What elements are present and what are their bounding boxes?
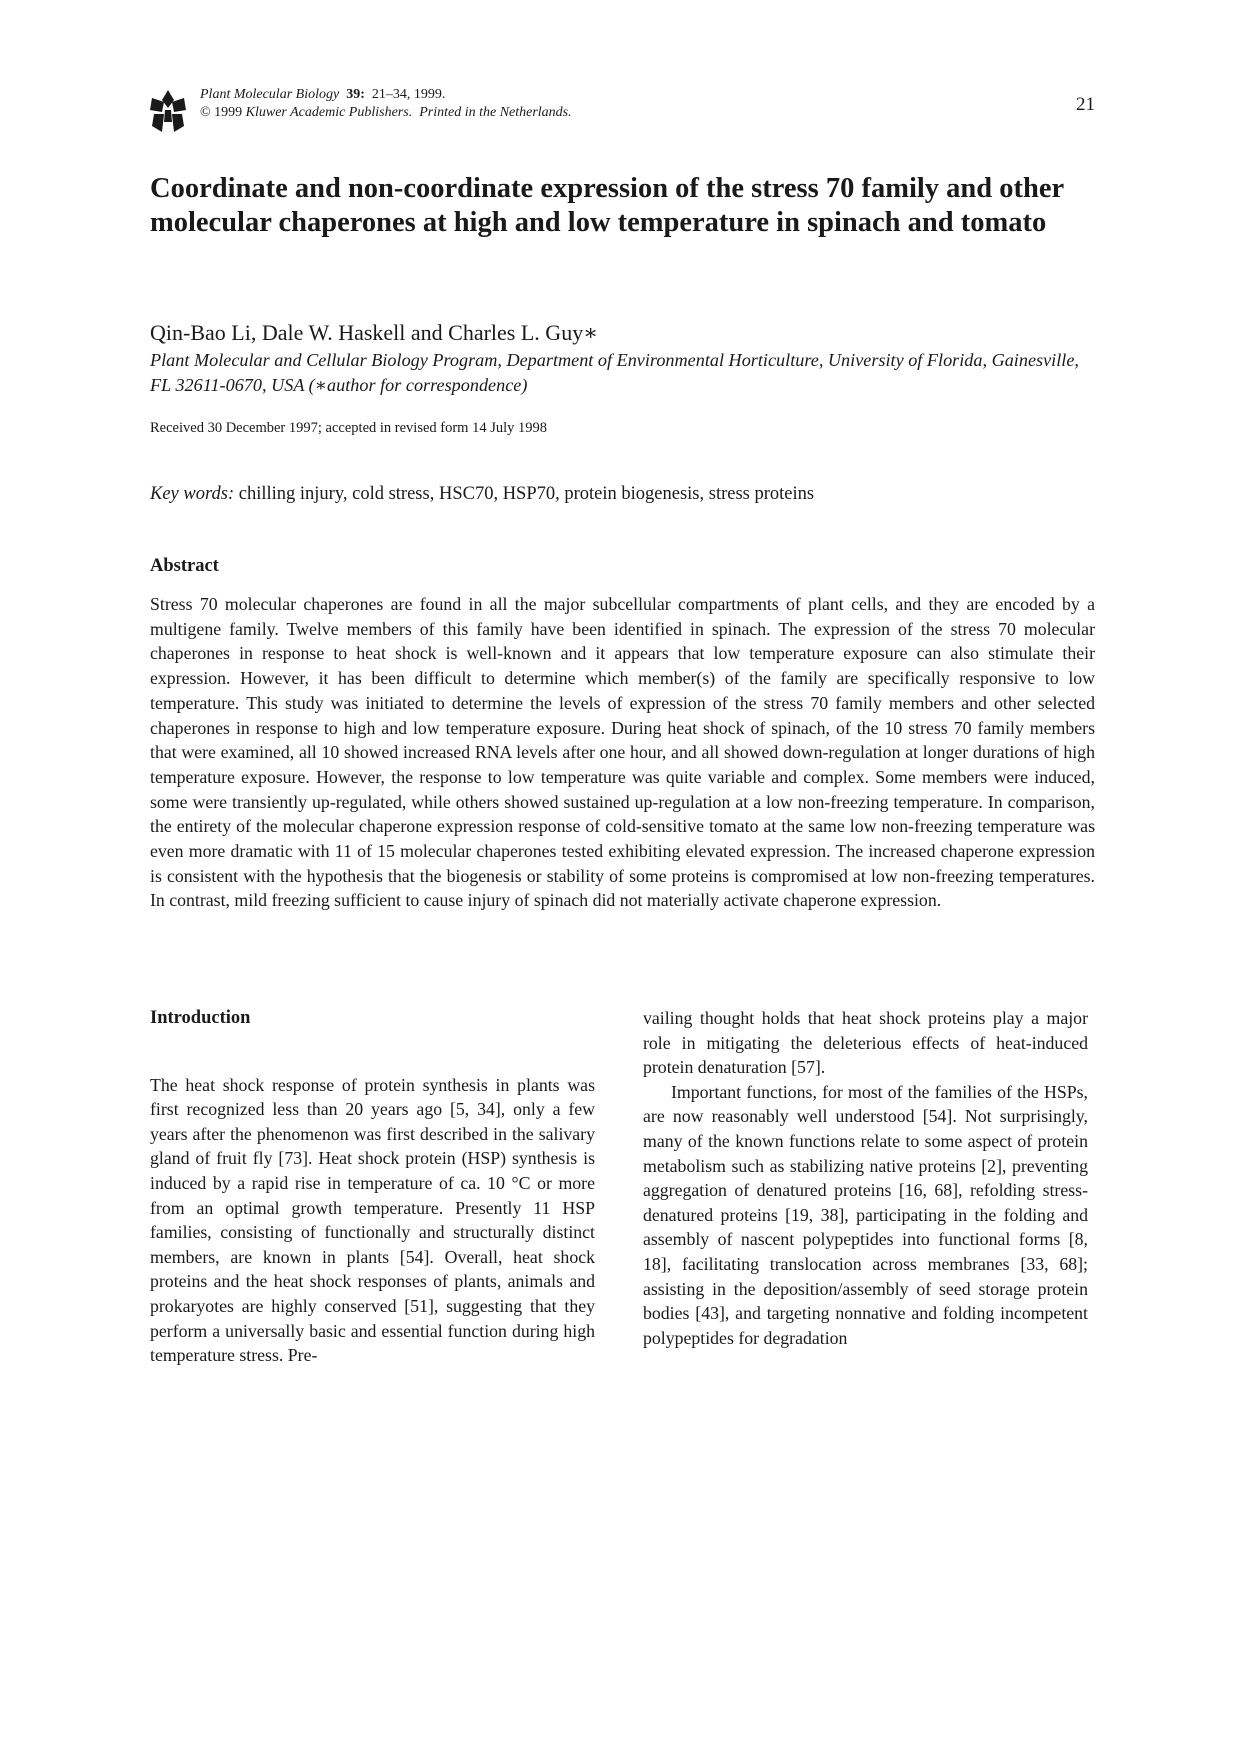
received-date: Received 30 December 1997; accepted in revised form 14 July 1998 [150,420,548,436]
introduction-heading: Introduction [150,1008,251,1028]
paper-title: Coordinate and non-coordinate expression of the stress 70 family and other molecular chaperones at high and low temperature in spinach and tomato [150,173,1064,238]
copyright-year: © 1999 [200,105,243,120]
keywords [150,484,1095,505]
author-list: Qin-Bao Li, Dale W. Haskell and Charles L. Guy∗ [150,320,599,345]
intro-paragraph-2: Important functions, for most of the families of the HSPs, are now reasonably well understood [54]. Not surprisingly, many of the known functions relate to some aspect of protein metabolism such as stabilizing native proteins [2], preventing aggregation of denatured proteins [16, 68], refolding stress-denatured proteins [19, 38], participating in the folding and assembly of nascent polypeptides into functional forms [8, 18], facilitating translocation across membranes [33, 68]; assisting in the deposition/assembly of seed storage protein bodies [43], and targeting nonnative and folding incompetent polypeptides for degradation [643,1081,1088,1348]
keywords-label: Key words: [150,484,235,504]
abstract-heading: Abstract [150,556,219,576]
page-number: 21 [1076,94,1095,115]
keywords-list: chilling injury, cold stress, HSC70, HSP70, protein biogenesis, stress proteins [238,484,815,504]
intro-paragraph-1-continued: vailing thought holds that heat shock proteins play a major role in mitigating the deleterious effects of heat-induced protein denaturation [57]. [643,1008,1088,1078]
journal-name: Plant Molecular Biology [200,87,340,102]
left-column [150,1006,595,1368]
author-affiliation: Plant Molecular and Cellular Biology Program, Department of Environmental Horticulture, University of Florida, Gainesville, FL 32611-0670, USA (∗author for correspondence) [150,350,1079,395]
abstract-text: Stress 70 molecular chaperones are found in all the major subcellular compartments of plant cells, and they are encoded by a multigene family. Twelve members of this family have been identified in spinach. The expression of the stress 70 molecular chaperones in response to heat shock is well-known and it appears that low temperature exposure can also stimulate their expression. However, it has been difficult to determine which member(s) of the family are specifically responsive to low temperature. This study was initiated to determine the levels of expression of the stress 70 family members and other selected chaperones in response to high and low temperature exposure. During heat shock of spinach, of the 10 stress 70 family members that were examined, all 10 showed increased RNA levels after one hour, and all showed down-regulation at longer durations of high temperature exposure. However, the response to low temperature was quite variable and complex. Some members were induced, some were transiently up-regulated, while others showed sustained up-regulation at a low non-freezing temperature. In comparison, the entirety of the molecular chaperone expression response of cold-sensitive tomato at the same low non-freezing temperature was even more dramatic with 11 of 15 molecular chaperones tested exhibiting elevated expression. The increased chaperone expression is consistent with the hypothesis that the biogenesis or stability of some proteins is compromised at low non-freezing temperatures. In contrast, mild freezing sufficient to cause injury of spinach did not materially activate chaperone expression. [150,594,1095,911]
kluwer-logo-icon [150,88,186,134]
right-column [643,1006,1088,1350]
intro-paragraph-1: The heat shock response of protein synthesis in plants was first recognized less than 20 years ago [5, 34], only a few years after the phenomenon was first described in the salivary gland of fruit fly [73]. Heat shock protein (HSP) synthesis is induced by a rapid rise in temperature of ca. 10 °C or more from an optimal growth temperature. Presently 11 HSP families, consisting of functionally and structurally distinct members, are known in plants [54]. Overall, heat shock proteins and the heat shock responses of plants, animals and prokaryotes are highly conserved [51], suggesting that they perform a universally basic and essential function during high temperature stress. Pre- [150,1074,595,1366]
publisher-name: Kluwer Academic Publishers. [245,105,413,120]
journal-pages: 21–34, 1999. [371,87,446,102]
journal-citation [200,86,572,122]
printed-note: Printed in the Netherlands. [419,105,572,120]
journal-volume: 39: [346,87,365,102]
page-header [150,84,1095,134]
